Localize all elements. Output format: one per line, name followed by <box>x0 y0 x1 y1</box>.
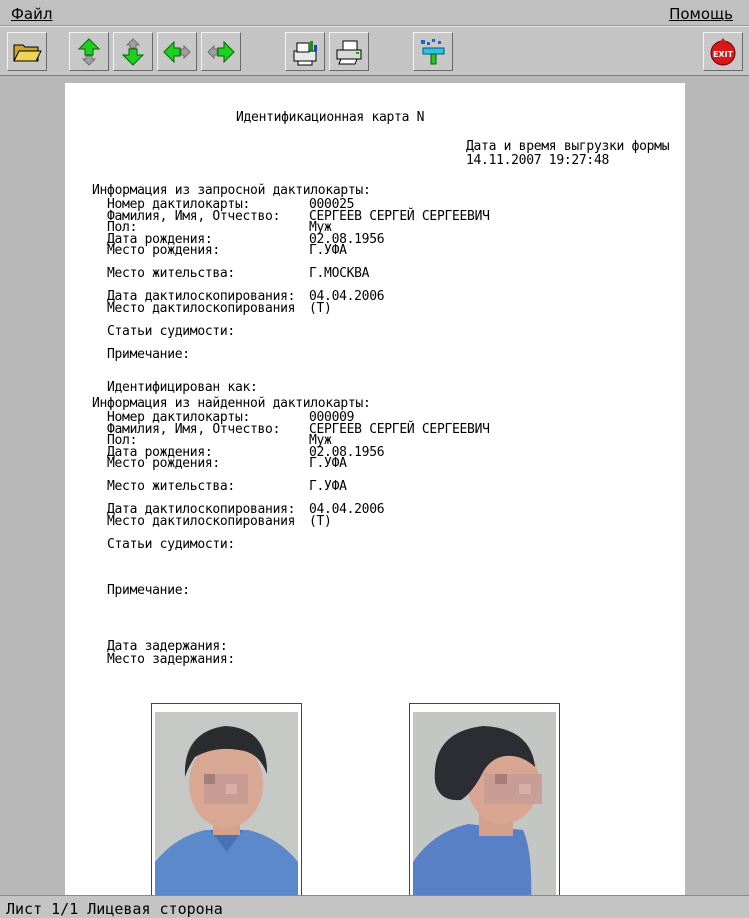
label: Примечание: <box>107 583 190 598</box>
value: 02.08.1956 <box>309 232 385 247</box>
left-arrow-icon <box>162 37 192 67</box>
photo-profile-frame <box>409 703 560 895</box>
label: Место дактилоскопирования <box>107 301 296 316</box>
down-arrow-icon <box>118 37 148 67</box>
label: Статьи судимости: <box>107 324 235 339</box>
status-text: Лист 1/1 Лицевая сторона <box>6 900 223 918</box>
label: Фамилия, Имя, Отчество: <box>107 209 281 224</box>
network-button[interactable] <box>413 32 453 71</box>
label: Место дактилоскопирования <box>107 514 296 529</box>
value: 000025 <box>309 197 355 212</box>
status-bar <box>0 895 749 918</box>
page-title: Идентификационная карта N <box>236 110 425 125</box>
svg-text:EXIT: EXIT <box>712 49 734 59</box>
label: Фамилия, Имя, Отчество: <box>107 422 281 437</box>
label: Дата рождения: <box>107 445 213 460</box>
left-button[interactable] <box>157 32 197 71</box>
value: СЕРГЕЕВ СЕРГЕЙ СЕРГЕЕВИЧ <box>309 209 490 224</box>
export-icon <box>290 37 320 67</box>
right-button[interactable] <box>201 32 241 71</box>
up-arrow-icon <box>74 37 104 67</box>
down-button[interactable] <box>113 32 153 71</box>
open-button[interactable] <box>7 32 47 71</box>
value: (Т) <box>309 514 332 529</box>
value: 04.04.2006 <box>309 289 385 304</box>
export-datetime: 14.11.2007 19:27:48 <box>466 153 610 168</box>
value: Г.УФА <box>309 456 347 471</box>
exit-icon <box>708 37 738 67</box>
up-button[interactable] <box>69 32 109 71</box>
label: Место рождения: <box>107 456 220 471</box>
label: Статьи судимости: <box>107 537 235 552</box>
value: Муж <box>309 433 332 448</box>
document-viewport[interactable] <box>0 77 749 895</box>
label: Дата рождения: <box>107 232 213 247</box>
label: Дата задержания: <box>107 639 228 654</box>
label: Место задержания: <box>107 652 235 667</box>
right-arrow-icon <box>206 37 236 67</box>
label: Место рождения: <box>107 243 220 258</box>
document-page <box>65 83 685 895</box>
value: 02.08.1956 <box>309 445 385 460</box>
printer-icon <box>334 37 364 67</box>
label: Номер дактилокарты: <box>107 197 251 212</box>
menu-help[interactable]: Помощь <box>669 5 733 23</box>
value: Муж <box>309 220 332 235</box>
export-button[interactable] <box>285 32 325 71</box>
photo-front-frame <box>151 703 302 895</box>
label: Пол: <box>107 433 138 448</box>
found-header: Информация из найденной дактилокарты: <box>92 396 371 411</box>
value: 000009 <box>309 410 355 425</box>
label: Дата дактилоскопирования: <box>107 502 296 517</box>
label: Пол: <box>107 220 138 235</box>
menu-bar <box>0 0 749 26</box>
toolbar <box>0 26 749 76</box>
value: (Т) <box>309 301 332 316</box>
photo-front <box>155 712 298 895</box>
label: Примечание: <box>107 347 190 362</box>
open-folder-icon <box>12 37 42 67</box>
value: Г.МОСКВА <box>309 266 370 281</box>
value: СЕРГЕЕВ СЕРГЕЙ СЕРГЕЕВИЧ <box>309 422 490 437</box>
label: Место жительства: <box>107 266 235 281</box>
value: 04.04.2006 <box>309 502 385 517</box>
label: Номер дактилокарты: <box>107 410 251 425</box>
label: Дата дактилоскопирования: <box>107 289 296 304</box>
print-button[interactable] <box>329 32 369 71</box>
identified-as-label: Идентифицирован как: <box>107 380 258 395</box>
value: Г.УФА <box>309 243 347 258</box>
label: Место жительства: <box>107 479 235 494</box>
photo-profile <box>413 712 556 895</box>
value: Г.УФА <box>309 479 347 494</box>
menu-file[interactable]: Файл <box>11 5 53 23</box>
exit-button[interactable] <box>703 32 743 71</box>
network-icon <box>418 37 448 67</box>
export-label: Дата и время выгрузки формы <box>466 139 670 154</box>
query-header: Информация из запросной дактилокарты: <box>92 183 371 198</box>
